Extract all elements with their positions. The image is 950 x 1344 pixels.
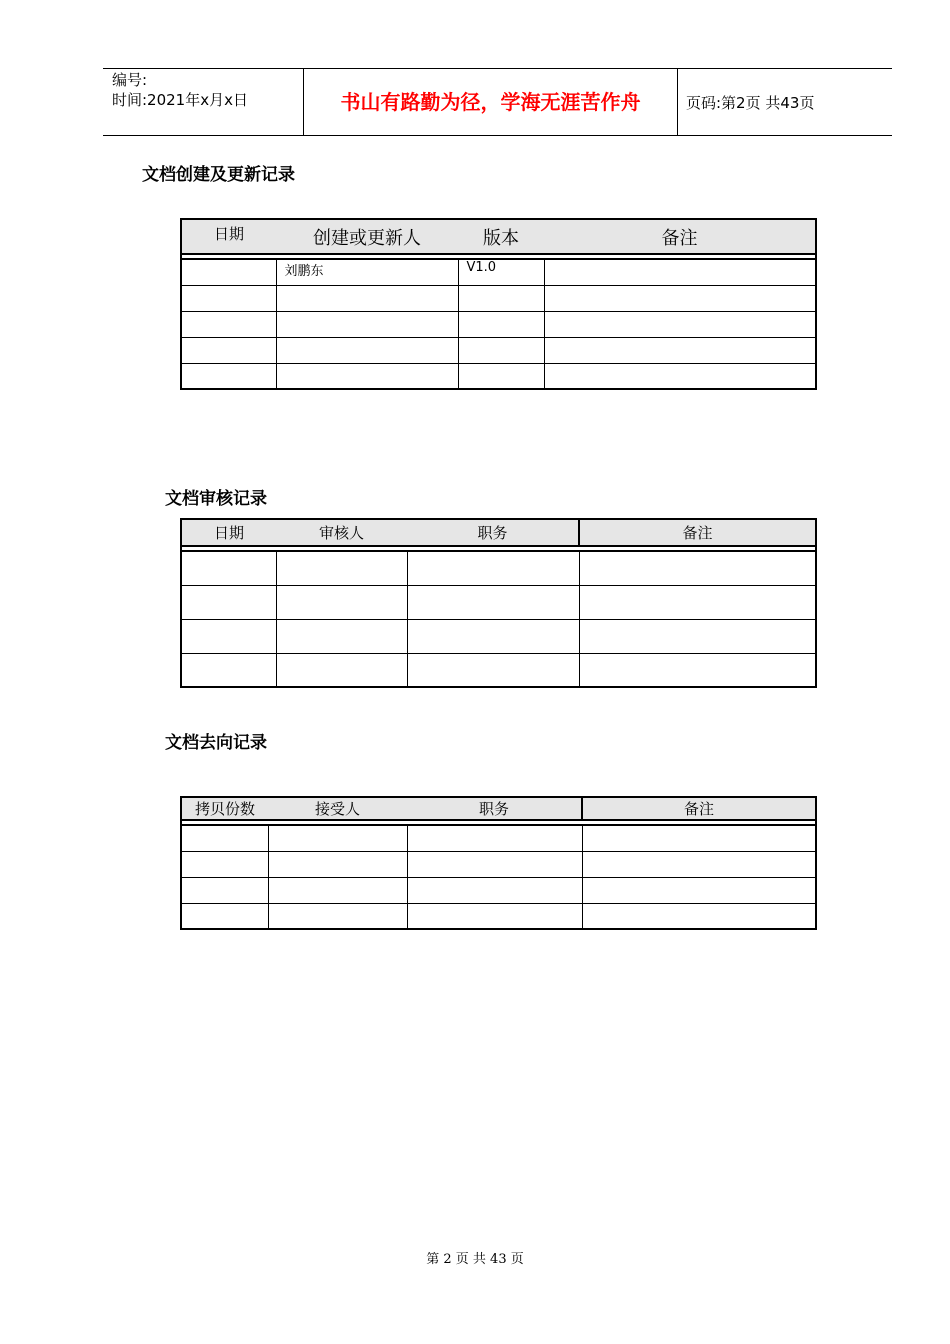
table-row <box>181 337 816 363</box>
table-row <box>181 285 816 311</box>
header-meta <box>112 70 248 110</box>
document-date-label: 时间:2021年x月x日 <box>112 91 248 109</box>
table-cell <box>582 903 816 929</box>
header-top-rule <box>103 68 892 69</box>
table-cell <box>544 259 816 285</box>
table-cell <box>407 825 582 851</box>
table-cell <box>579 619 816 653</box>
table-row <box>181 903 816 929</box>
column-header-remarks: 备注 <box>582 797 816 820</box>
column-header-recipient: 接受人 <box>268 797 407 820</box>
column-header-date: 日期 <box>181 519 276 546</box>
table-row <box>181 551 816 585</box>
review-record-table <box>180 518 817 688</box>
table-row <box>181 619 816 653</box>
column-header-date: 日期 <box>181 219 276 254</box>
table-cell <box>276 619 407 653</box>
table-cell <box>544 337 816 363</box>
column-header-position: 职务 <box>407 519 579 546</box>
table-cell <box>181 877 268 903</box>
table-cell <box>276 585 407 619</box>
table-cell <box>458 311 544 337</box>
table-header-row <box>181 797 816 820</box>
table-cell <box>181 337 276 363</box>
table-row <box>181 877 816 903</box>
table-cell <box>181 311 276 337</box>
table-row <box>181 851 816 877</box>
table-row <box>181 585 816 619</box>
header-motto: 书山有路勤为径，学海无涯苦作舟 <box>340 90 641 114</box>
table-header-row <box>181 219 816 254</box>
table-cell <box>579 585 816 619</box>
table-cell <box>268 903 407 929</box>
table-cell <box>544 285 816 311</box>
table-cell <box>268 877 407 903</box>
table-cell <box>181 551 276 585</box>
table-cell <box>407 653 579 687</box>
table-cell <box>579 653 816 687</box>
table-cell <box>544 363 816 389</box>
table-body <box>181 254 816 389</box>
table-cell <box>181 259 276 285</box>
creation-record-table <box>180 218 817 390</box>
table-cell <box>407 619 579 653</box>
header-bottom-rule <box>103 135 892 136</box>
table-cell <box>579 551 816 585</box>
table-cell <box>407 903 582 929</box>
table-cell <box>181 851 268 877</box>
table-cell: V1.0 <box>458 259 544 285</box>
section-title-review: 文档审核记录 <box>165 489 267 509</box>
table-cell <box>458 285 544 311</box>
table-cell <box>181 585 276 619</box>
table-row <box>181 825 816 851</box>
table-cell <box>276 285 458 311</box>
table-cell <box>181 619 276 653</box>
table-cell <box>407 877 582 903</box>
section-title-creation: 文档创建及更新记录 <box>142 165 295 185</box>
table-row <box>181 653 816 687</box>
table-cell <box>276 311 458 337</box>
table-cell <box>181 653 276 687</box>
table-cell <box>181 903 268 929</box>
table-cell: 刘鹏东 <box>276 259 458 285</box>
document-number-label: 编号: <box>112 71 148 89</box>
table-body <box>181 546 816 687</box>
table-cell <box>407 585 579 619</box>
table-cell <box>276 653 407 687</box>
footer-page-number: 第 2 页 共 43 页 <box>426 1252 524 1267</box>
section-title-distribution: 文档去向记录 <box>165 733 267 753</box>
table-cell <box>276 337 458 363</box>
table-cell <box>458 363 544 389</box>
table-row <box>181 363 816 389</box>
table-cell <box>181 285 276 311</box>
table-cell <box>268 825 407 851</box>
column-header-version: 版本 <box>458 219 544 254</box>
header-page-number: 页码:第2页 共43页 <box>686 94 815 112</box>
column-header-author: 创建或更新人 <box>276 219 458 254</box>
column-header-reviewer: 审核人 <box>276 519 407 546</box>
table-cell <box>582 825 816 851</box>
table-cell <box>268 851 407 877</box>
column-header-position: 职务 <box>407 797 582 820</box>
table-cell <box>582 877 816 903</box>
table-cell <box>582 851 816 877</box>
table-cell <box>276 363 458 389</box>
table-cell <box>181 363 276 389</box>
table-cell <box>181 825 268 851</box>
header-divider <box>677 69 678 136</box>
table-cell <box>407 851 582 877</box>
column-header-remarks: 备注 <box>544 219 816 254</box>
distribution-record-table <box>180 796 817 930</box>
table-body <box>181 820 816 929</box>
table-row <box>181 311 816 337</box>
table-cell <box>407 551 579 585</box>
table-header-row <box>181 519 816 546</box>
table-cell <box>276 551 407 585</box>
table-row <box>181 259 816 285</box>
table-cell <box>458 337 544 363</box>
column-header-remarks: 备注 <box>579 519 816 546</box>
table-cell <box>544 311 816 337</box>
column-header-copies: 拷贝份数 <box>181 797 268 820</box>
